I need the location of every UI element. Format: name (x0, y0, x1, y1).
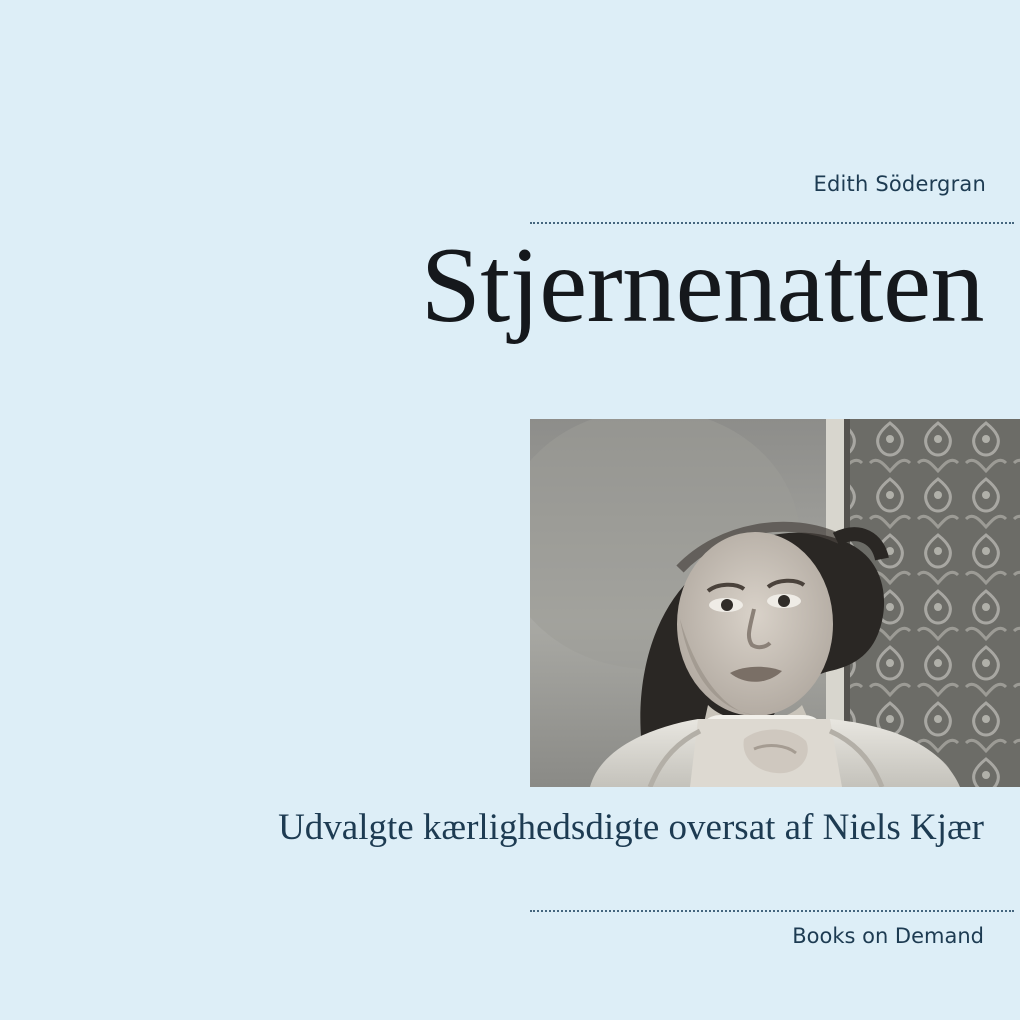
portrait-photo-graphic (530, 419, 1020, 787)
publisher-name: Books on Demand (792, 924, 984, 948)
divider-bottom (530, 910, 1014, 914)
cover-photo (530, 419, 1020, 787)
book-subtitle: Udvalgte kærlighedsdigte oversat af Niels Kjær (278, 807, 984, 848)
author-name: Edith Södergran (813, 172, 986, 196)
book-title: Stjernenatten (420, 226, 984, 345)
